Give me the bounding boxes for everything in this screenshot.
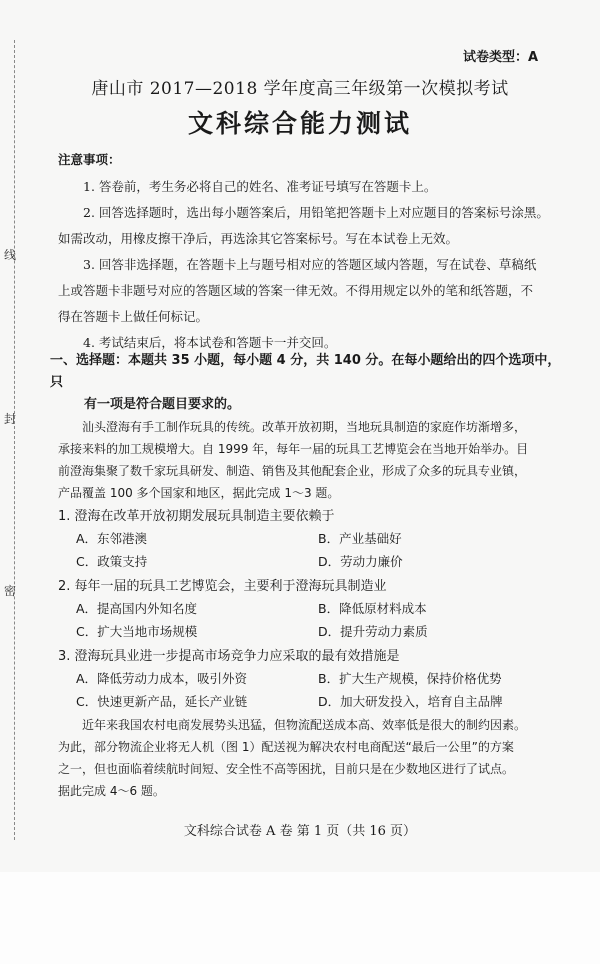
notice-line: 如需改动，用橡皮擦干净后，再选涂其它答案标号。写在本试卷上无效。 <box>58 231 459 246</box>
option-a: A．东邻港澳 <box>76 531 148 546</box>
section-choice <box>50 350 568 802</box>
notice-line: 2. 回答选择题时，选出每小题答案后，用铅笔把答题卡上对应题目的答案标号涂黑。 <box>83 205 549 220</box>
background-surface <box>0 872 600 964</box>
section-heading-cont: 有一项是符合题目要求的。 <box>84 397 241 412</box>
main-title: 文科综合能力测试 <box>187 109 412 138</box>
question-stem: 1. 澄海在改革开放初期发展玩具制造主要依赖于 <box>58 509 335 524</box>
passage-line: 汕头澄海有手工制作玩具的传统。改革开放初期，当地玩具制造的家庭作坊渐增多， <box>82 420 527 434</box>
option-c: C．快速更新产品，延长产业链 <box>76 694 248 709</box>
option-d: D．劳动力廉价 <box>318 554 403 569</box>
option-b: B．降低原材料成本 <box>318 601 427 616</box>
passage-line: 据此完成 4～6 题。 <box>58 784 165 798</box>
question-2 <box>58 576 568 644</box>
page-footer: 文科综合试卷 A 卷 第 1 页（共 16 页） <box>183 824 417 839</box>
binding-mark-line: 线 <box>4 248 17 262</box>
option-c: C．政策支持 <box>76 554 148 569</box>
notice-line: 4. 考试结束后，将本试卷和答题卡一并交回。 <box>83 335 337 350</box>
passage-line: 前澄海集聚了数千家玩具研发、制造、销售及其他配套企业，形成了众多的玩具专业镇， <box>58 464 527 478</box>
options <box>58 528 568 574</box>
binding-line <box>14 40 15 840</box>
question-stem: 3. 澄海玩具业进一步提高市场竞争力应采取的最有效措施是 <box>58 649 400 664</box>
passage-line: 之一，但也面临着续航时间短、安全性不高等困扰，目前只是在少数地区进行了试点。 <box>58 762 515 776</box>
notice-line: 得在答题卡上做任何标记。 <box>58 309 209 324</box>
option-a: A．降低劳动力成本，吸引外资 <box>76 671 248 686</box>
question-stem: 2. 每年一届的玩具工艺博览会，主要利于澄海玩具制造业 <box>58 579 387 594</box>
notice-title: 注意事项： <box>58 152 121 167</box>
binding-mark-seal: 封 <box>4 412 17 426</box>
notice-line: 3. 回答非选择题，在答题卡上与题号相对应的答题区域内答题，写在试卷、草稿纸 <box>83 257 537 272</box>
passage-line: 承接来料的加工规模增大。自 1999 年，每年一届的玩具工艺博览会在当地开始举办。目 <box>58 442 529 456</box>
passage-line: 为此，部分物流企业将无人机（图 1）配送视为解决农村电商配送“最后一公里”的方案 <box>58 740 514 754</box>
passage-line: 近年来我国农村电商发展势头迅猛，但物流配送成本高、效率低是很大的制约因素。 <box>82 718 527 732</box>
section-heading: 一、选择题：本题共 35 小题，每小题 4 分，共 140 分。在每小题给出的四个选项中，只 <box>50 353 561 390</box>
exam-title: 唐山市 2017—2018 学年度高三年级第一次模拟考试 <box>91 79 509 99</box>
question-1 <box>58 506 568 574</box>
options <box>58 598 568 644</box>
option-b: B．扩大生产规模，保持价格优势 <box>318 671 502 686</box>
paper-type-label: 试卷类型：A <box>462 50 538 65</box>
notice-section <box>58 150 558 356</box>
notice-line: 1. 答卷前，考生务必将自己的姓名、准考证号填写在答题卡上。 <box>83 179 437 194</box>
option-b: B．产业基础好 <box>318 531 402 546</box>
question-3 <box>58 646 568 714</box>
notice-line: 上或答题卡非题号对应的答题区域的答案一律无效。不得用规定以外的笔和纸答题，不 <box>58 283 534 298</box>
passage-line: 产品覆盖 100 多个国家和地区，据此完成 1～3 题。 <box>58 486 340 500</box>
options <box>58 668 568 714</box>
option-c: C．扩大当地市场规模 <box>76 624 198 639</box>
option-d: D．提升劳动力素质 <box>318 624 428 639</box>
binding-mark-close: 密 <box>4 584 17 598</box>
option-a: A．提高国内外知名度 <box>76 601 198 616</box>
option-d: D．加大研发投入，培育自主品牌 <box>318 694 503 709</box>
